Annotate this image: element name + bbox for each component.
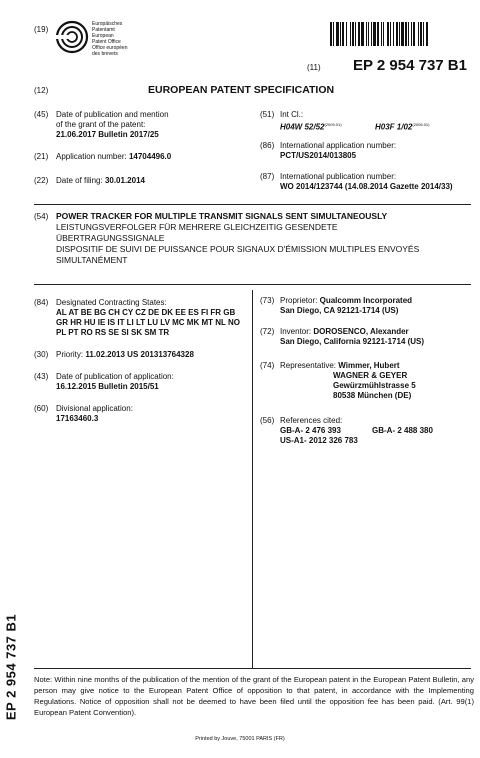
application-publication-label: Date of publication of application: [56, 372, 174, 381]
publication-number: EP 2 954 737 B1 [353, 57, 467, 74]
field-code-30: (30) [34, 350, 49, 359]
divisional-application-field [56, 404, 133, 424]
barcode-bar [426, 22, 428, 46]
field-code-73: (73) [260, 296, 275, 305]
printer-footer: Printed by Jouve, 75001 PARIS (FR) [195, 736, 285, 742]
barcode-bar [399, 22, 400, 46]
priority-value: 11.02.2013 US 201313764328 [85, 350, 194, 359]
title-german: ÜBERTRAGUNGSSIGNALE [56, 233, 165, 243]
side-publication-number-text: EP 2 954 737 B1 [3, 613, 19, 721]
field-code-87: (87) [260, 172, 275, 181]
inventor-address: San Diego, California 92121-1714 (US) [280, 337, 425, 346]
representative-street: Gewürzmühlstrasse 5 [333, 381, 416, 390]
barcode-bar [350, 22, 351, 46]
office-line: Europäisches [92, 21, 123, 27]
office-line: Office européen [92, 45, 128, 51]
reference-item: GB-A- 2 476 393 [280, 426, 341, 435]
opposition-note: Note: Within nine months of the publication of the mention of the grant of the European patent in the European Patent Bulletin, any person may give notice to the European Patent Office of opposition to that patent, in accordance with the Implementing Regulations. Notice of opposition shall not be deemed to have been filed until the opposition fee has been paid. (Art. 99(1) European Patent Convention). [34, 675, 474, 717]
inventor-label: Inventor: [280, 327, 312, 336]
barcode-bar [413, 22, 415, 46]
barcode-bar [340, 22, 341, 46]
int-cl-value: H03F 1/02 [375, 122, 413, 132]
application-publication-field [56, 372, 174, 392]
designated-states-line: PL PT RO RS SE SI SK SM TR [56, 328, 170, 337]
divider [34, 668, 471, 669]
barcode-bar [377, 22, 379, 46]
office-line: Patentamt [92, 27, 115, 33]
int-cl-field [280, 110, 470, 130]
barcode-bar [336, 22, 339, 46]
title-german: LEISTUNGSVERFOLGER FÜR MEHRERE GLEICHZEITIG GESENDETE [56, 222, 338, 232]
title-french: SIMULTANÉMENT [56, 255, 128, 265]
epo-logo-icon [55, 20, 89, 54]
barcode-bar [373, 22, 376, 46]
barcode-bar [420, 22, 422, 46]
field-code-21: (21) [34, 152, 49, 161]
international-publication-label: International publication number: [280, 172, 397, 181]
field-code-43: (43) [34, 372, 49, 381]
field-code-19: (19) [34, 25, 49, 34]
application-number-field [56, 152, 171, 162]
filing-date-label: Date of filing: [56, 176, 103, 185]
barcode-bar [383, 22, 384, 46]
priority-label: Priority: [56, 350, 84, 359]
field-code-72: (72) [260, 327, 275, 336]
international-application-field [280, 141, 396, 161]
title-french: DISPOSITIF DE SUIVI DE PUISSANCE POUR SIGNAUX D'ÉMISSION MULTIPLES ENVOYÉS [56, 244, 420, 254]
filing-date-field [56, 176, 145, 186]
representative-name: Wimmer, Hubert [338, 361, 400, 370]
references-field [280, 416, 470, 446]
barcode-bar [411, 22, 412, 46]
barcode-bar [368, 22, 369, 46]
application-publication-value: 16.12.2015 Bulletin 2015/51 [56, 382, 159, 391]
reference-item: US-A1- 2012 326 783 [280, 436, 358, 445]
representative-city: 80538 München (DE) [333, 391, 412, 400]
priority-field [56, 350, 194, 360]
document-type: EUROPEAN PATENT SPECIFICATION [148, 84, 335, 96]
title-english: POWER TRACKER FOR MULTIPLE TRANSMIT SIGNALS SENT SIMULTANEOUSLY [56, 211, 388, 221]
designated-states-field [56, 298, 240, 338]
proprietor-field [280, 296, 412, 316]
barcode-bar [342, 22, 344, 46]
column-divider [252, 290, 253, 668]
proprietor-name: Qualcomm Incorporated [319, 296, 413, 305]
application-number-label: Application number: [56, 152, 127, 161]
field-code-22: (22) [34, 176, 49, 185]
grant-date-label: of the grant of the patent: [56, 120, 146, 129]
field-code-51: (51) [260, 110, 275, 119]
reference-item: GB-A- 2 488 380 [372, 426, 433, 435]
representative-firm: WAGNER & GEYER [333, 371, 408, 380]
divider [34, 284, 471, 285]
office-line: European [92, 33, 114, 39]
field-code-56: (56) [260, 416, 275, 425]
representative-field [280, 361, 416, 401]
int-cl-value: H04W 52/52 [280, 122, 325, 132]
field-code-84: (84) [34, 298, 49, 307]
int-cl-version: (2006.01) [412, 122, 430, 127]
representative-label: Representative: [280, 361, 337, 370]
barcode-bar [346, 22, 347, 46]
barcode-bar [423, 22, 424, 46]
barcode-bar [401, 22, 404, 46]
grant-date-value: 21.06.2017 Bulletin 2017/25 [56, 130, 159, 139]
barcode [330, 22, 468, 46]
field-code-12: (12) [34, 86, 49, 95]
field-code-86: (86) [260, 141, 275, 150]
office-line: Patent Office [92, 39, 121, 45]
inventor-field [280, 327, 424, 347]
barcode-bar [393, 22, 394, 46]
international-publication-field [280, 172, 453, 192]
designated-states-line: GR HR HU IE IS IT LI LT LU LV MC MK MT NL NO [56, 318, 240, 327]
title-block [56, 211, 476, 266]
proprietor-address: San Diego, CA 92121-1714 (US) [280, 306, 399, 315]
barcode-bar [358, 22, 360, 46]
int-cl-version: (2009.01) [324, 122, 342, 127]
application-number-value: 14704496.0 [128, 152, 172, 161]
office-name [92, 21, 128, 57]
proprietor-label: Proprietor: [280, 296, 318, 305]
international-application-value: PCT/US2014/013805 [280, 151, 357, 160]
barcode-bar [418, 22, 419, 46]
barcode-bar [333, 22, 334, 46]
barcode-bar [405, 22, 407, 46]
filing-date-value: 30.01.2014 [104, 176, 145, 185]
barcode-bar [355, 22, 356, 46]
barcode-bar [371, 22, 372, 46]
divider [34, 204, 471, 205]
international-application-label: International application number: [280, 141, 397, 150]
int-cl-label: Int Cl.: [280, 110, 304, 119]
office-line: des brevets [92, 51, 118, 57]
barcode-bar [381, 22, 382, 46]
barcode-bar [366, 22, 367, 46]
divisional-application-label: Divisional application: [56, 404, 133, 413]
field-code-60: (60) [34, 404, 49, 413]
references-label: References cited: [280, 416, 343, 425]
barcode-bar [408, 22, 409, 46]
field-code-74: (74) [260, 361, 275, 370]
field-code-54: (54) [34, 212, 49, 221]
barcode-bar [361, 22, 364, 46]
field-code-45: (45) [34, 110, 49, 119]
side-publication-number [2, 612, 20, 722]
designated-states-label: Designated Contracting States: [56, 298, 167, 307]
grant-date-field [56, 110, 169, 140]
barcode-bar [352, 22, 354, 46]
grant-date-label: Date of publication and mention [56, 110, 169, 119]
barcode-bar [396, 22, 398, 46]
international-publication-value: WO 2014/123744 (14.08.2014 Gazette 2014/33) [280, 182, 453, 191]
field-code-11: (11) [307, 63, 321, 72]
designated-states-line: AL AT BE BG CH CY CZ DE DK EE ES FI FR GB [56, 308, 236, 317]
inventor-name: DOROSENCO, Alexander [313, 327, 409, 336]
barcode-bar [330, 22, 332, 46]
barcode-bar [390, 22, 391, 46]
barcode-bar [387, 22, 389, 46]
divisional-application-value: 17163460.3 [56, 414, 99, 423]
